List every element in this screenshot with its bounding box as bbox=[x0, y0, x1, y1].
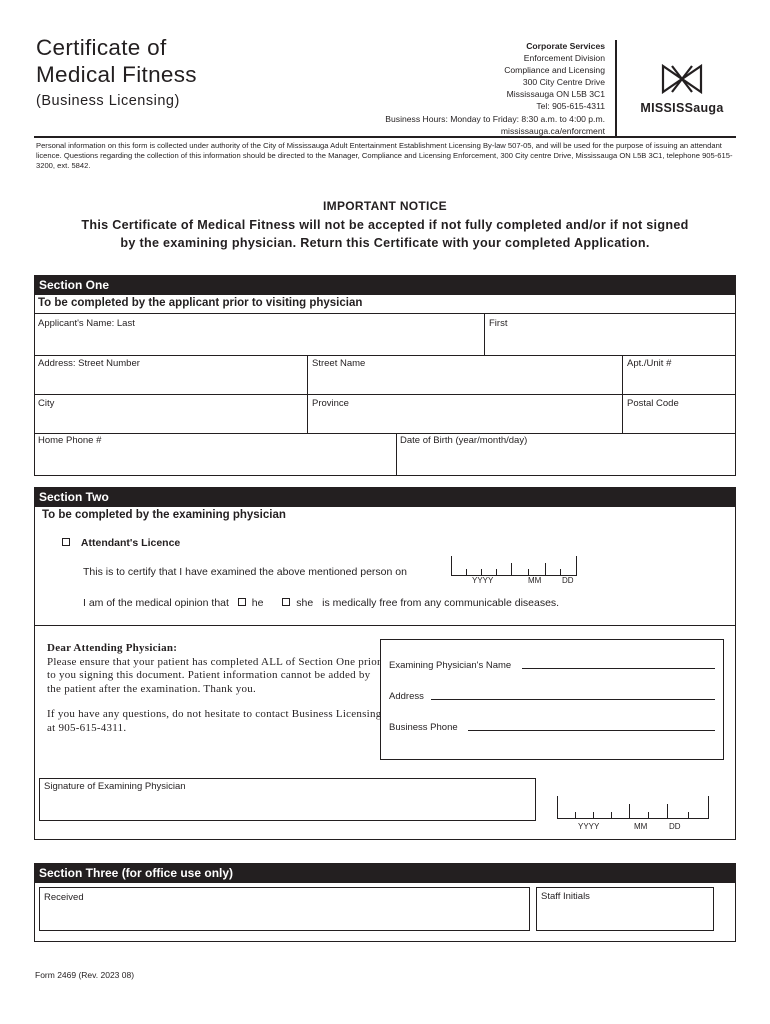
date-tick bbox=[466, 569, 467, 576]
sig-date-label-yyyy: YYYY bbox=[578, 822, 600, 831]
dept-line: Mississauga ON L5B 3C1 bbox=[506, 89, 605, 100]
section-one-subheader: To be completed by the applicant prior to visiting physician bbox=[38, 297, 363, 309]
medical-opinion bbox=[83, 597, 559, 609]
form-number: Form 2469 (Rev. 2023 08) bbox=[35, 970, 135, 980]
staff-initials-label: Staff Initials bbox=[541, 891, 590, 902]
city-logo bbox=[634, 64, 730, 115]
dear-physician-note bbox=[47, 642, 382, 735]
attendant-licence-checkbox[interactable] bbox=[62, 538, 70, 546]
mississauga-logo-icon bbox=[660, 64, 704, 94]
section-three-header: Section Three (for office use only) bbox=[34, 863, 736, 882]
he-label: he bbox=[251, 597, 264, 609]
title-line-2: Medical Fitness bbox=[36, 62, 197, 87]
date-separator bbox=[629, 804, 630, 819]
date-tick bbox=[575, 812, 576, 819]
date-edge bbox=[451, 556, 452, 576]
opinion-prefix: I am of the medical opinion that bbox=[83, 597, 229, 609]
section-two-header: Section Two bbox=[34, 487, 736, 506]
dept-line: Tel: 905-615-4311 bbox=[536, 101, 605, 112]
privacy-notice: Personal information on this form is collected under authority of the City of Mississauga Adult Entertainment Establishment Licensing By-law 507-05, and will be used for the purpose of issuing an attendant licence. Questions regarding the collection of this information should be directed to the Manager, Compliance and Licensing Enforcement, 300 City centre Drive, Mississauga ON L5B 3C1, telephone 905-615-3200, ext. 5842. bbox=[36, 141, 733, 171]
sig-date-label-mm: MM bbox=[634, 822, 648, 831]
attendant-licence-option[interactable] bbox=[62, 537, 180, 549]
date-tick bbox=[496, 569, 497, 576]
address-line[interactable] bbox=[431, 699, 715, 700]
city-field[interactable] bbox=[34, 394, 308, 434]
header-divider bbox=[615, 40, 617, 136]
signature-label: Signature of Examining Physician bbox=[44, 781, 186, 792]
date-tick bbox=[593, 812, 594, 819]
date-edge bbox=[708, 796, 709, 819]
date-tick bbox=[688, 812, 689, 819]
city-label: City bbox=[38, 398, 55, 409]
dept-line: Business Hours: Monday to Friday: 8:30 a.m. to 4:00 p.m. bbox=[385, 113, 605, 124]
date-baseline bbox=[451, 575, 576, 576]
date-baseline bbox=[557, 818, 708, 819]
postal-code-label: Postal Code bbox=[627, 398, 679, 409]
date-edge bbox=[557, 796, 558, 819]
dept-name: Corporate Services bbox=[526, 41, 605, 51]
date-separator bbox=[511, 563, 512, 576]
street-name-label: Street Name bbox=[312, 358, 366, 369]
date-tick bbox=[528, 569, 529, 576]
physician-name-label: Examining Physician's Name bbox=[389, 660, 512, 671]
business-phone-label: Business Phone bbox=[389, 722, 458, 733]
home-phone-label: Home Phone # bbox=[38, 435, 102, 446]
street-number-label: Address: Street Number bbox=[38, 358, 140, 369]
dept-line: Enforcement Division bbox=[523, 53, 605, 64]
date-separator bbox=[545, 563, 546, 576]
received-label: Received bbox=[44, 892, 84, 903]
certify-text: This is to certify that I have examined the above mentioned person on bbox=[83, 566, 407, 578]
dob-label: Date of Birth (year/month/day) bbox=[400, 435, 528, 446]
dear-heading: Dear Attending Physician: bbox=[47, 642, 178, 654]
apt-unit-label: Apt./Unit # bbox=[627, 358, 672, 369]
dept-line: Compliance and Licensing bbox=[504, 65, 605, 76]
date-tick bbox=[560, 569, 561, 576]
date-label-mm: MM bbox=[528, 576, 542, 585]
received-field[interactable] bbox=[39, 887, 530, 931]
first-name-label: First bbox=[489, 318, 508, 329]
province-field[interactable] bbox=[307, 394, 623, 434]
date-tick bbox=[611, 812, 612, 819]
business-phone-line[interactable] bbox=[468, 730, 715, 731]
logo-text: MISSISSauga bbox=[640, 101, 724, 115]
title-line-1: Certificate of bbox=[36, 35, 167, 60]
notice-line-2: by the examining physician. Return this Certificate with your completed Application. bbox=[120, 236, 650, 250]
attendant-licence-label: Attendant's Licence bbox=[80, 537, 181, 549]
date-tick bbox=[648, 812, 649, 819]
important-notice bbox=[0, 197, 770, 253]
department-info bbox=[385, 40, 605, 137]
notice-line-1: This Certificate of Medical Fitness will not be accepted if not fully completed and/or if not signed bbox=[81, 217, 689, 232]
dear-contact: If you have any questions, do not hesitate to contact Business Licensing at 905-615-4311. bbox=[47, 708, 382, 734]
dept-line: mississauga.ca/enforcment bbox=[500, 125, 605, 136]
date-separator bbox=[667, 804, 668, 819]
opinion-suffix: is medically free from any communicable diseases. bbox=[322, 597, 560, 609]
sig-date-label-dd: DD bbox=[669, 822, 681, 831]
dear-body: Please ensure that your patient has completed ALL of Section One prior to you signing this document. Patient information cannot be added by the patient after the examination. Thank you. bbox=[47, 655, 381, 695]
she-checkbox[interactable] bbox=[282, 598, 290, 606]
last-name-label: Applicant's Name: Last bbox=[38, 318, 135, 329]
date-label-yyyy: YYYY bbox=[472, 576, 494, 585]
date-edge bbox=[576, 556, 577, 576]
she-label: she bbox=[296, 597, 314, 609]
date-tick bbox=[481, 569, 482, 576]
form-subtitle: (Business Licensing) bbox=[36, 93, 180, 109]
physician-name-line[interactable] bbox=[522, 668, 715, 669]
header-rule bbox=[34, 136, 736, 138]
he-checkbox[interactable] bbox=[238, 598, 246, 606]
notice-heading: IMPORTANT NOTICE bbox=[323, 199, 447, 213]
form-title bbox=[36, 34, 197, 88]
date-label-dd: DD bbox=[562, 576, 574, 585]
section-two-subheader: To be completed by the examining physician bbox=[42, 509, 286, 521]
first-name-field[interactable] bbox=[484, 313, 736, 356]
province-label: Province bbox=[312, 398, 349, 409]
dept-line: 300 City Centre Drive bbox=[522, 77, 605, 88]
section-two-divider bbox=[34, 625, 736, 626]
address-label: Address bbox=[389, 691, 424, 702]
section-one-header: Section One bbox=[34, 275, 736, 294]
